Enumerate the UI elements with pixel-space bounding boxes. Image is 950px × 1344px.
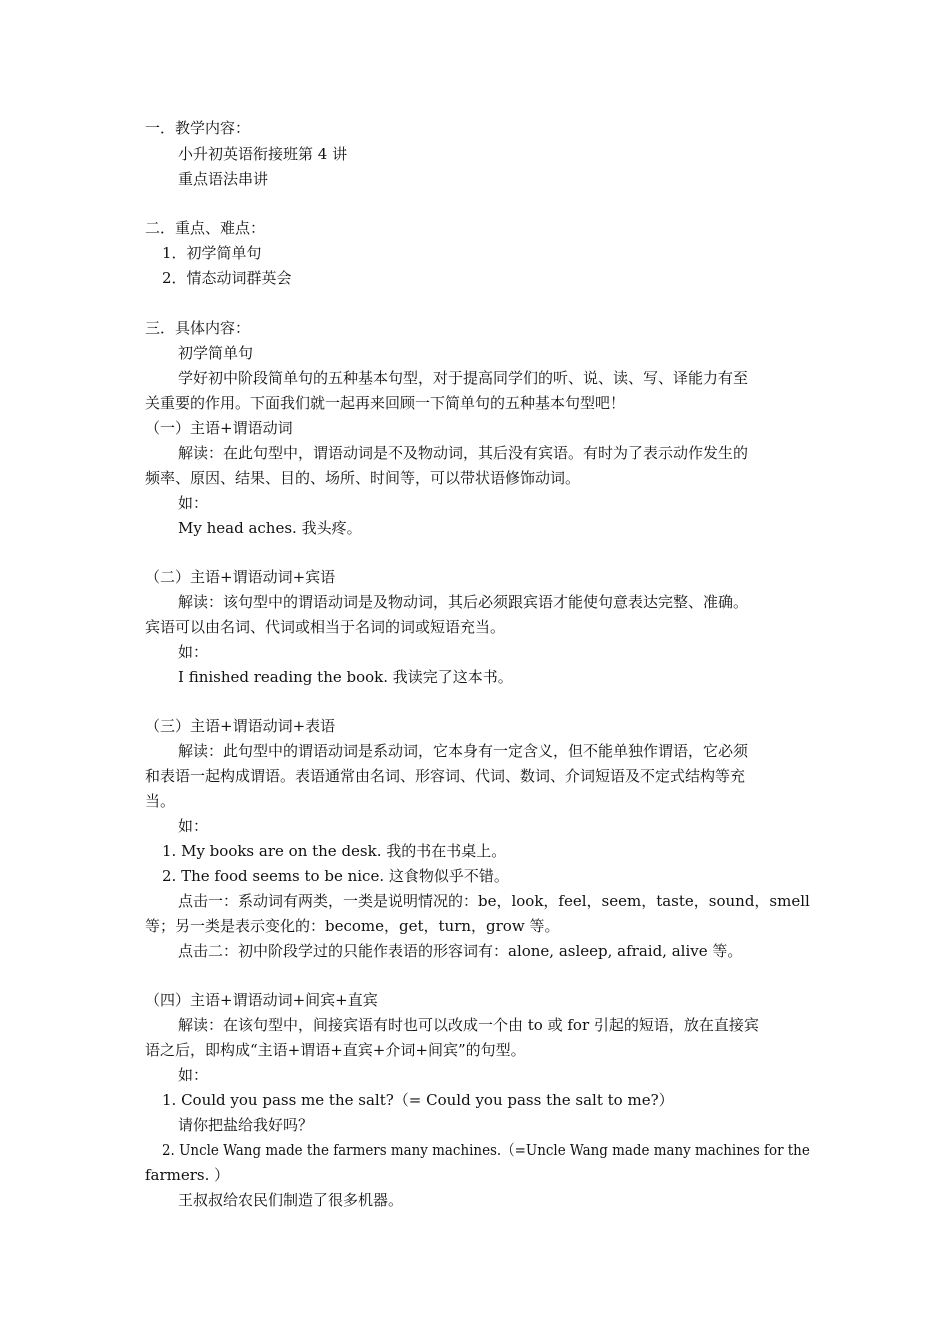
pattern-4-title: （四）主语+谓语动词+间宾+直宾: [145, 991, 378, 1009]
pattern-1-explanation-2: 频率、原因、结果、目的、场所、时间等，可以带状语修饰动词。: [145, 469, 581, 487]
key-point-2: 2．情态动词群英会: [162, 269, 292, 287]
pattern-1-example-label: 如：: [178, 494, 209, 512]
pattern-2-title: （二）主语+谓语动词+宾语: [145, 568, 336, 586]
pattern-4-example-2-line-2: farmers. ）: [145, 1166, 230, 1184]
pattern-3-tip-1-line-2: 等；另一类是表示变化的：become，get，turn，grow 等。: [145, 917, 560, 935]
pattern-3-explanation-1: 解读：此句型中的谓语动词是系动词，它本身有一定含义，但不能单独作谓语，它必须: [178, 742, 749, 760]
pattern-3-title: （三）主语+谓语动词+表语: [145, 717, 336, 735]
pattern-1-example: My head aches. 我头疼。: [178, 519, 362, 537]
pattern-1-title: （一）主语+谓语动词: [145, 419, 293, 437]
pattern-4-example-1: 1. Could you pass me the salt?（= Could you pass the salt to me?）: [162, 1091, 674, 1109]
key-point-1: 1．初学简单句: [162, 244, 262, 262]
pattern-3-example-1: 1. My books are on the desk. 我的书在书桌上。: [162, 842, 507, 860]
pattern-4-explanation-2: 语之后，即构成“主语+谓语+直宾+介词+间宾”的句型。: [145, 1041, 526, 1059]
pattern-4-example-label: 如：: [178, 1066, 209, 1084]
pattern-3-example-label: 如：: [178, 817, 209, 835]
pattern-3-example-2: 2. The food seems to be nice. 这食物似乎不错。: [162, 867, 509, 885]
pattern-4-example-1-translation: 请你把盐给我好吗？: [178, 1116, 314, 1134]
section-1-heading: 一．教学内容：: [145, 119, 251, 137]
intro-line-2: 关重要的作用。下面我们就一起再来回顾一下简单句的五种基本句型吧！: [145, 394, 626, 412]
pattern-3-tip-2: 点击二：初中阶段学过的只能作表语的形容词有：alone, asleep, afraid, alive 等。: [178, 942, 743, 960]
pattern-4-example-2-translation: 王叔叔给农民们制造了很多机器。: [178, 1191, 404, 1209]
course-title: 小升初英语衔接班第 4 讲: [178, 145, 348, 163]
section-3-subheading: 初学简单句: [178, 344, 254, 362]
intro-line-1: 学好初中阶段简单句的五种基本句型，对于提高同学们的听、说、读、写、译能力有至: [178, 369, 749, 387]
pattern-1-explanation-1: 解读：在此句型中，谓语动词是不及物动词，其后没有宾语。有时为了表示动作发生的: [178, 444, 749, 462]
lesson-topic: 重点语法串讲: [178, 170, 269, 188]
pattern-2-explanation-2: 宾语可以由名词、代词或相当于名词的词或短语充当。: [145, 618, 506, 636]
pattern-2-explanation-1: 解读：该句型中的谓语动词是及物动词，其后必须跟宾语才能使句意表达完整、准确。: [178, 593, 749, 611]
pattern-3-explanation-2: 和表语一起构成谓语。表语通常由名词、形容词、代词、数词、介词短语及不定式结构等充: [145, 767, 746, 785]
pattern-3-tip-1-line-1: 点击一：系动词有两类，一类是说明情况的：be，look，feel，seem，taste，sound，smell: [178, 892, 810, 910]
pattern-4-example-2-line-1: 2. Uncle Wang made the farmers many machines.（=Uncle Wang made many machines for the: [162, 1141, 810, 1159]
section-2-heading: 二．重点、难点：: [145, 219, 266, 237]
pattern-2-example: I finished reading the book. 我读完了这本书。: [178, 668, 513, 686]
section-3-heading: 三．具体内容：: [145, 319, 251, 337]
pattern-3-explanation-3: 当。: [145, 792, 176, 810]
pattern-4-explanation-1: 解读：在该句型中，间接宾语有时也可以改成一个由 to 或 for 引起的短语，放在直接宾: [178, 1016, 759, 1034]
pattern-2-example-label: 如：: [178, 643, 209, 661]
